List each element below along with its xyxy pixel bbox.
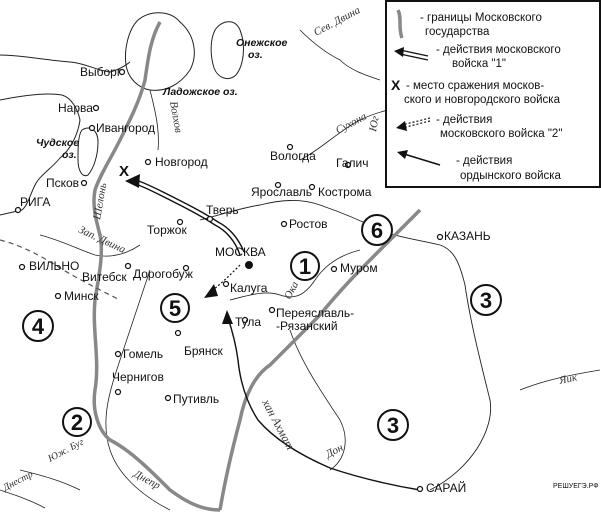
city-dot-vitebsk bbox=[126, 264, 131, 269]
yug-label: Юг bbox=[367, 115, 382, 133]
onega-label-2: оз. bbox=[248, 49, 263, 61]
legend-army2-text-1: - действия bbox=[436, 114, 493, 126]
city-label-tver: Тверь bbox=[206, 203, 239, 217]
city-dot-pskov bbox=[82, 181, 87, 186]
region-number-4 bbox=[23, 311, 53, 341]
zap-dvina-label: Зап. Двина bbox=[76, 223, 128, 256]
region-number-6 bbox=[362, 215, 392, 245]
city-label-putivl: Путивль bbox=[173, 392, 220, 406]
don-label: Дон bbox=[323, 441, 346, 461]
city-label-vyborg: Выборг bbox=[80, 65, 122, 79]
city-label-bryansk: Брянск bbox=[184, 344, 223, 358]
svg-text:3: 3 bbox=[386, 413, 400, 438]
city-label-saray: САРАЙ bbox=[426, 481, 467, 495]
region-number-3a bbox=[471, 285, 501, 315]
legend-battle-text-1: - место сражения москов- bbox=[406, 80, 545, 92]
yuzh-bug-label: Юж. Буг bbox=[46, 436, 86, 465]
city-label-murom: Муром bbox=[340, 261, 378, 275]
yaik-label: Яик bbox=[558, 371, 579, 387]
region-number-3b bbox=[378, 410, 408, 440]
city-dot-rostov bbox=[282, 222, 287, 227]
city-label-vitebsk: Витебск bbox=[82, 270, 127, 284]
moscow-army-2-arrow bbox=[204, 284, 218, 298]
city-label-moskva: МОСКВА bbox=[215, 245, 266, 259]
legend-army1-text-2: войска "1" bbox=[452, 58, 506, 70]
city-label-vilno: ВИЛЬНО bbox=[29, 259, 80, 273]
battle-marker-icon: X bbox=[119, 163, 130, 180]
city-dot-vilno bbox=[20, 265, 25, 270]
legend-battle-text-2: ского и новгородского войска bbox=[404, 94, 560, 106]
city-label-narva: Нарва bbox=[58, 101, 93, 115]
city-dot-kazan bbox=[438, 235, 443, 240]
svg-text:3: 3 bbox=[479, 288, 493, 313]
region-number-1 bbox=[291, 252, 319, 280]
legend-border-text-2: государства bbox=[425, 26, 490, 38]
legend-battle-icon: X bbox=[391, 77, 401, 93]
legend-army2-text-2: московского войска "2" bbox=[440, 128, 563, 140]
city-dot-kaluga bbox=[224, 282, 229, 287]
horde-army-path bbox=[228, 318, 420, 490]
watermark: РЕШУЕГЭ.РФ bbox=[553, 483, 599, 490]
city-label-pereyaslavl-1: Переяславль- bbox=[276, 306, 355, 320]
city-dot-novgorod bbox=[146, 160, 151, 165]
sev-dvina-label: Сев. Двина bbox=[311, 4, 363, 39]
volga-river bbox=[200, 200, 491, 490]
oka-label: Ока bbox=[282, 279, 302, 302]
city-label-galich: Галич bbox=[336, 156, 369, 170]
svg-text:5: 5 bbox=[168, 296, 182, 321]
onega-lake bbox=[211, 22, 243, 79]
city-label-kazan: КАЗАНЬ bbox=[444, 229, 491, 243]
legend-horde-text-1: - действия bbox=[456, 155, 513, 167]
city-label-gomel: Гомель bbox=[123, 347, 164, 361]
region-number-2 bbox=[63, 408, 91, 436]
city-label-vologda: Вологда bbox=[270, 149, 316, 163]
city-dot-chernigov bbox=[116, 390, 121, 395]
legend-border-text-1: - границы Московского bbox=[420, 12, 542, 24]
city-dot-murom bbox=[332, 267, 337, 272]
dnepr-label: Днепр bbox=[131, 468, 163, 492]
sukhona-label: Сухона bbox=[333, 110, 369, 137]
sev-dvina-river bbox=[300, 30, 380, 80]
city-label-ivangorod: Ивангород bbox=[96, 121, 156, 135]
city-label-kaluga: Калуга bbox=[230, 281, 268, 295]
svg-text:6: 6 bbox=[370, 218, 384, 243]
city-label-rostov: Ростов bbox=[289, 217, 328, 231]
shelon-label: Шелонь bbox=[91, 182, 110, 221]
city-dot-saray bbox=[418, 487, 423, 492]
region-number-5 bbox=[161, 294, 189, 322]
city-label-yaroslavl: Ярославль bbox=[251, 185, 313, 199]
onega-label-1: Онежское bbox=[236, 37, 288, 49]
dnestr-label: Днестр bbox=[1, 468, 35, 494]
volkhov-label: Волхов bbox=[167, 100, 185, 134]
city-dot-bryansk bbox=[176, 331, 181, 336]
city-label-tula: Тула bbox=[235, 315, 262, 329]
city-label-pereyaslavl-2: -Рязанский bbox=[276, 319, 338, 333]
city-label-chernigov: Чернигов bbox=[112, 370, 164, 384]
svg-text:2: 2 bbox=[70, 410, 84, 435]
baltic-coastline bbox=[0, 55, 130, 215]
city-label-dorogobuzh: Дорогобуж bbox=[133, 267, 193, 281]
legend-army1-text-1: - действия московского bbox=[436, 44, 561, 56]
chudskoe-label-1: Чудское bbox=[36, 137, 80, 149]
city-dot-minsk bbox=[56, 294, 61, 299]
city-dot-putivl bbox=[166, 396, 171, 401]
city-dot-ivangorod bbox=[90, 126, 95, 131]
city-dot-moskva bbox=[246, 262, 253, 269]
city-label-pskov: Псков bbox=[46, 176, 80, 190]
city-dot-pereyaslavl bbox=[270, 308, 275, 313]
legend-horde-text-2: ордынского войска bbox=[460, 170, 561, 182]
city-dot-gomel bbox=[116, 352, 121, 357]
volkhov-river bbox=[150, 90, 158, 150]
chudskoe-label-2: оз. bbox=[62, 149, 77, 161]
chudskoe-lake bbox=[78, 128, 98, 176]
city-label-riga: РИГА bbox=[20, 195, 51, 209]
ladoga-label: Ладожское оз. bbox=[163, 86, 238, 98]
city-label-minsk: Минск bbox=[64, 289, 99, 303]
city-label-torzhok: Торжок bbox=[147, 223, 187, 237]
horde-army-arrow bbox=[222, 310, 233, 324]
city-label-novgorod: Новгород bbox=[155, 155, 208, 169]
city-dot-narva bbox=[94, 106, 99, 111]
svg-text:1: 1 bbox=[298, 254, 312, 279]
svg-text:4: 4 bbox=[31, 314, 45, 339]
city-dot-tver bbox=[208, 217, 213, 222]
city-label-kostroma: Кострома bbox=[318, 185, 372, 199]
khan-akhmat-label: хан Ахмат bbox=[259, 396, 298, 453]
legend bbox=[386, 1, 600, 187]
